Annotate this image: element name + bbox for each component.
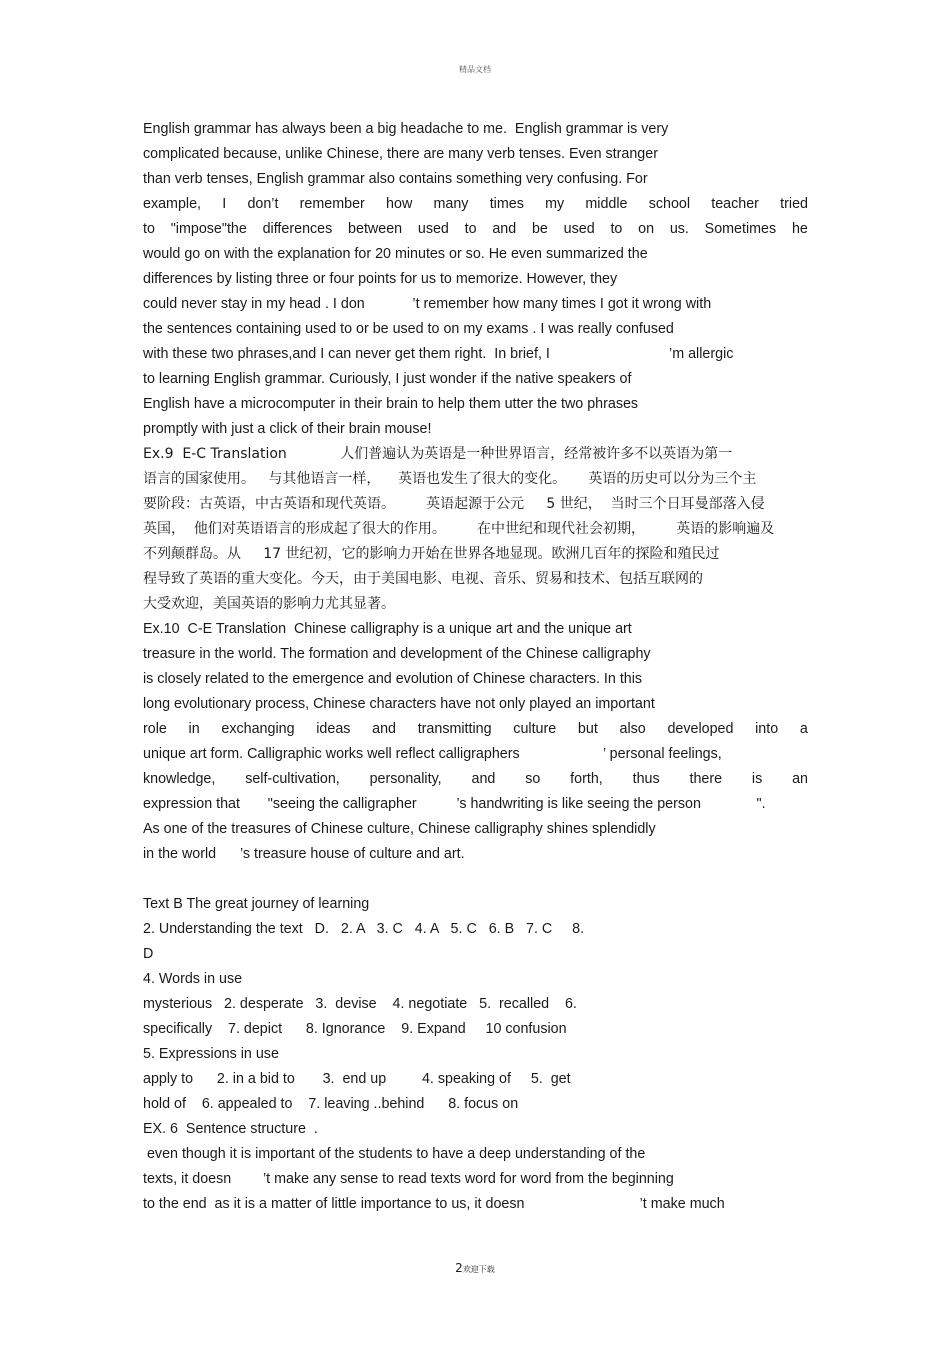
word: ideas: [316, 721, 351, 737]
word: he: [791, 221, 808, 237]
word: in: [188, 721, 200, 737]
word: us.: [669, 221, 689, 237]
word: forth,: [570, 771, 603, 787]
text-line: 2. Understanding the text D. 2. A 3. C 4. A 5. C 6. B 7. C 8.: [143, 921, 585, 937]
word: an: [792, 771, 808, 787]
text-line: to the end as it is a matter of little importance to us, it doesn ’t make much: [143, 1196, 725, 1212]
text-line: 要阶段：古英语，中古英语和现代英语。 英语起源于公元 5 世纪， 当时三个日耳曼部落入侵: [143, 496, 765, 512]
word: self-cultivation,: [245, 771, 340, 787]
text-line: 不列颠群岛。从 17 世纪初，它的影响力开始在世界各地显现。欧洲几百年的探险和殖民过: [143, 546, 720, 562]
word: exchanging: [221, 721, 295, 737]
justified-line: [143, 717, 808, 742]
word: to: [143, 221, 155, 237]
word: used: [417, 221, 449, 237]
word: Sometimes: [704, 221, 777, 237]
text-line: in the world ’s treasure house of culture and art.: [143, 846, 465, 862]
word: don’t: [247, 196, 279, 212]
word: and: [492, 221, 517, 237]
text-line: treasure in the world. The formation and development of the Chinese calligraphy: [143, 646, 651, 662]
word: role: [143, 721, 167, 737]
word: to: [464, 221, 477, 237]
word: example,: [143, 196, 202, 212]
word: "impose"the: [170, 221, 247, 237]
text-line: differences by listing three or four points for us to memorize. However, they: [143, 271, 618, 287]
word: culture: [513, 721, 557, 737]
word: and: [471, 771, 496, 787]
exercise-10-translation: [143, 617, 808, 717]
text-line: D: [143, 946, 154, 962]
justified-line: [143, 217, 808, 242]
text-line: English have a microcomputer in their brain to help them utter the two phrases: [143, 396, 639, 412]
text-line: 5. Expressions in use: [143, 1046, 279, 1062]
text-line: hold of 6. appealed to 7. leaving ..behind 8. focus on: [143, 1096, 519, 1112]
text-line: 英国， 他们对英语语言的形成起了很大的作用。 在中世纪和现代社会初期， 英语的影响遍及: [143, 521, 775, 537]
text-line: 4. Words in use: [143, 971, 243, 987]
word: to: [610, 221, 623, 237]
text-line: the sentences containing used to or be used to on my exams . I was really confused: [143, 321, 674, 337]
text-line: would go on with the explanation for 20 minutes or so. He even summarized the: [143, 246, 648, 262]
text-line: could never stay in my head . I don ’t remember how many times I got it wrong with: [143, 296, 712, 312]
word: knowledge,: [143, 771, 216, 787]
text-line: 大受欢迎，美国英语的影响力尤其显著。: [143, 596, 395, 612]
blank-line: [143, 867, 808, 892]
word: is: [751, 771, 763, 787]
word: a: [799, 721, 808, 737]
text-line: Text B The great journey of learning: [143, 896, 370, 912]
word: so: [525, 771, 541, 787]
text-line: texts, it doesn ’t make any sense to read texts word for word from the beginning: [143, 1171, 674, 1187]
exercise-9-translation: [143, 442, 808, 617]
page-footer: [0, 1261, 950, 1275]
page-header: 精品文档: [459, 65, 491, 74]
text-line: Ex.9 E-C Translation 人们普遍认为英语是一种世界语言，经常被许多不以英语为第一: [143, 446, 733, 462]
text-line: promptly with just a click of their brain mouse!: [143, 421, 432, 437]
text-line: English grammar has always been a big headache to me. English grammar is very: [143, 121, 669, 137]
word: used: [563, 221, 595, 237]
word: tried: [780, 196, 808, 212]
word: my: [545, 196, 565, 212]
word: be: [531, 221, 548, 237]
word: middle: [585, 196, 628, 212]
word: how: [386, 196, 413, 212]
word: school: [648, 196, 691, 212]
word: and: [372, 721, 396, 737]
justified-line: [143, 767, 808, 792]
text-b-answers: [143, 892, 808, 1217]
text-line: unique art form. Calligraphic works well reflect calligraphers ’ personal feelings,: [143, 746, 722, 762]
text-line: 语言的国家使用。 与其他语言一样， 英语也发生了很大的变化。 英语的历史可以分为三个主: [143, 471, 757, 487]
word: transmitting: [417, 721, 492, 737]
text-line: EX. 6 Sentence structure .: [143, 1121, 318, 1137]
document-body: [143, 117, 808, 1217]
word: personality,: [369, 771, 442, 787]
text-line: mysterious 2. desperate 3. devise 4. negotiate 5. recalled 6.: [143, 996, 577, 1012]
word: times: [489, 196, 524, 212]
text-line: even though it is important of the students to have a deep understanding of the: [143, 1146, 646, 1162]
paragraph-grammar-continued: [143, 242, 808, 442]
text-line: expression that "seeing the calligrapher ’s handwriting is like seeing the person ".: [143, 796, 766, 812]
word: developed: [667, 721, 734, 737]
footer-note: 欢迎下载: [462, 1265, 495, 1274]
justified-line: [143, 192, 808, 217]
word: also: [619, 721, 646, 737]
text-line: with these two phrases,and I can never get them right. In brief, I ’m allergic: [143, 346, 734, 362]
text-line: Ex.10 C-E Translation Chinese calligraphy is a unique art and the unique art: [143, 621, 632, 637]
text-line: specifically 7. depict 8. Ignorance 9. Expand 10 confusion: [143, 1021, 567, 1037]
word: remember: [299, 196, 365, 212]
word: but: [577, 721, 598, 737]
text-line: As one of the treasures of Chinese culture, Chinese calligraphy shines splendidly: [143, 821, 656, 837]
word: thus: [632, 771, 660, 787]
text-line: complicated because, unlike Chinese, there are many verb tenses. Even stranger: [143, 146, 658, 162]
text-line: long evolutionary process, Chinese characters have not only played an important: [143, 696, 655, 712]
text-line: 程导致了英语的重大变化。今天，由于美国电影、电视、音乐、贸易和技术、包括互联网的: [143, 571, 703, 587]
word: into: [755, 721, 779, 737]
text-line: than verb tenses, English grammar also contains something very confusing. For: [143, 171, 648, 187]
word: many: [433, 196, 469, 212]
text-line: to learning English grammar. Curiously, I just wonder if the native speakers of: [143, 371, 632, 387]
word: teacher: [711, 196, 759, 212]
word: there: [689, 771, 723, 787]
text-line: apply to 2. in a bid to 3. end up 4. speaking of 5. get: [143, 1071, 571, 1087]
word: on: [638, 221, 655, 237]
exercise-10-ending: [143, 817, 808, 867]
word: between: [348, 221, 403, 237]
word: differences: [262, 221, 333, 237]
paragraph-grammar-intro: [143, 117, 808, 192]
page-number: 2: [455, 1261, 463, 1275]
text-line: is closely related to the emergence and evolution of Chinese characters. In this: [143, 671, 643, 687]
word: I: [222, 196, 227, 212]
